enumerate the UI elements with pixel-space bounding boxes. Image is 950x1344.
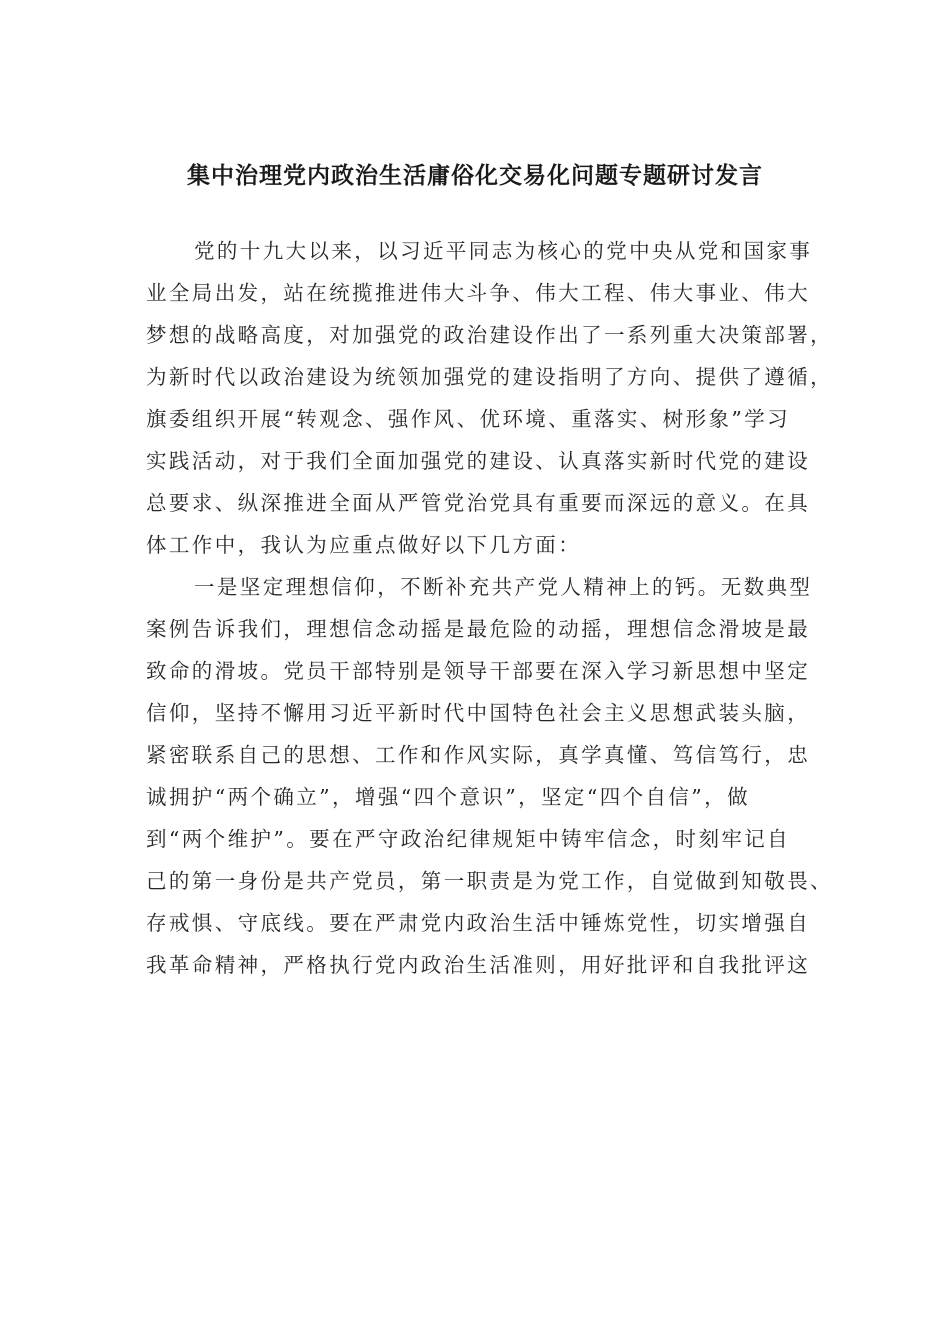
paragraph-2-line-1: 一是坚定理想信仰，不断补充共产党人精神上的钙。无数典型 bbox=[194, 575, 813, 599]
paragraph-1-line-6: 实践活动，对于我们全面加强党的建设、认真落实新时代党的建设 bbox=[146, 449, 811, 473]
document-title: 集中治理党内政治生活庸俗化交易化问题专题研讨发言 bbox=[187, 162, 763, 189]
paragraph-1-line-5: 旗委组织开展“转观念、强作风、优环境、重落实、树形象”学习 bbox=[146, 407, 791, 431]
paragraph-1-line-1: 党的十九大以来，以习近平同志为核心的党中央从党和国家事 bbox=[194, 239, 813, 263]
paragraph-2-line-5: 紧密联系自己的思想、工作和作风实际，真学真懂、笃信笃行，忠 bbox=[146, 743, 811, 767]
paragraph-2-line-8: 己的第一身份是共产党员，第一职责是为党工作，自觉做到知敬畏、 bbox=[146, 869, 833, 893]
paragraph-1-line-8: 体工作中，我认为应重点做好以下几方面： bbox=[146, 533, 582, 557]
paragraph-2-line-4: 信仰，坚持不懈用习近平新时代中国特色社会主义思想武装头脑， bbox=[146, 701, 811, 725]
paragraph-2-line-6: 诚拥护“两个确立”，增强“四个意识”，坚定“四个自信”，做 bbox=[146, 785, 750, 809]
paragraph-1-line-2: 业全局出发，站在统揽推进伟大斗争、伟大工程、伟大事业、伟大 bbox=[146, 281, 811, 305]
paragraph-2-line-9: 存戒惧、守底线。要在严肃党内政治生活中锤炼党性，切实增强自 bbox=[146, 911, 811, 935]
paragraph-2-line-10: 我革命精神，严格执行党内政治生活准则，用好批评和自我批评这 bbox=[146, 953, 811, 977]
paragraph-1-line-4: 为新时代以政治建设为统领加强党的建设指明了方向、提供了遵循， bbox=[146, 365, 833, 389]
paragraph-2-line-2: 案例告诉我们，理想信念动摇是最危险的动摇，理想信念滑坡是最 bbox=[146, 617, 811, 641]
paragraph-2-line-3: 致命的滑坡。党员干部特别是领导干部要在深入学习新思想中坚定 bbox=[146, 659, 811, 683]
paragraph-2-line-7: 到“两个维护”。要在严守政治纪律规矩中铸牢信念，时刻牢记自 bbox=[146, 827, 791, 851]
paragraph-1-line-7: 总要求、纵深推进全面从严管党治党具有重要而深远的意义。在具 bbox=[146, 491, 811, 515]
paragraph-1-line-3: 梦想的战略高度，对加强党的政治建设作出了一系列重大决策部署， bbox=[146, 323, 833, 347]
